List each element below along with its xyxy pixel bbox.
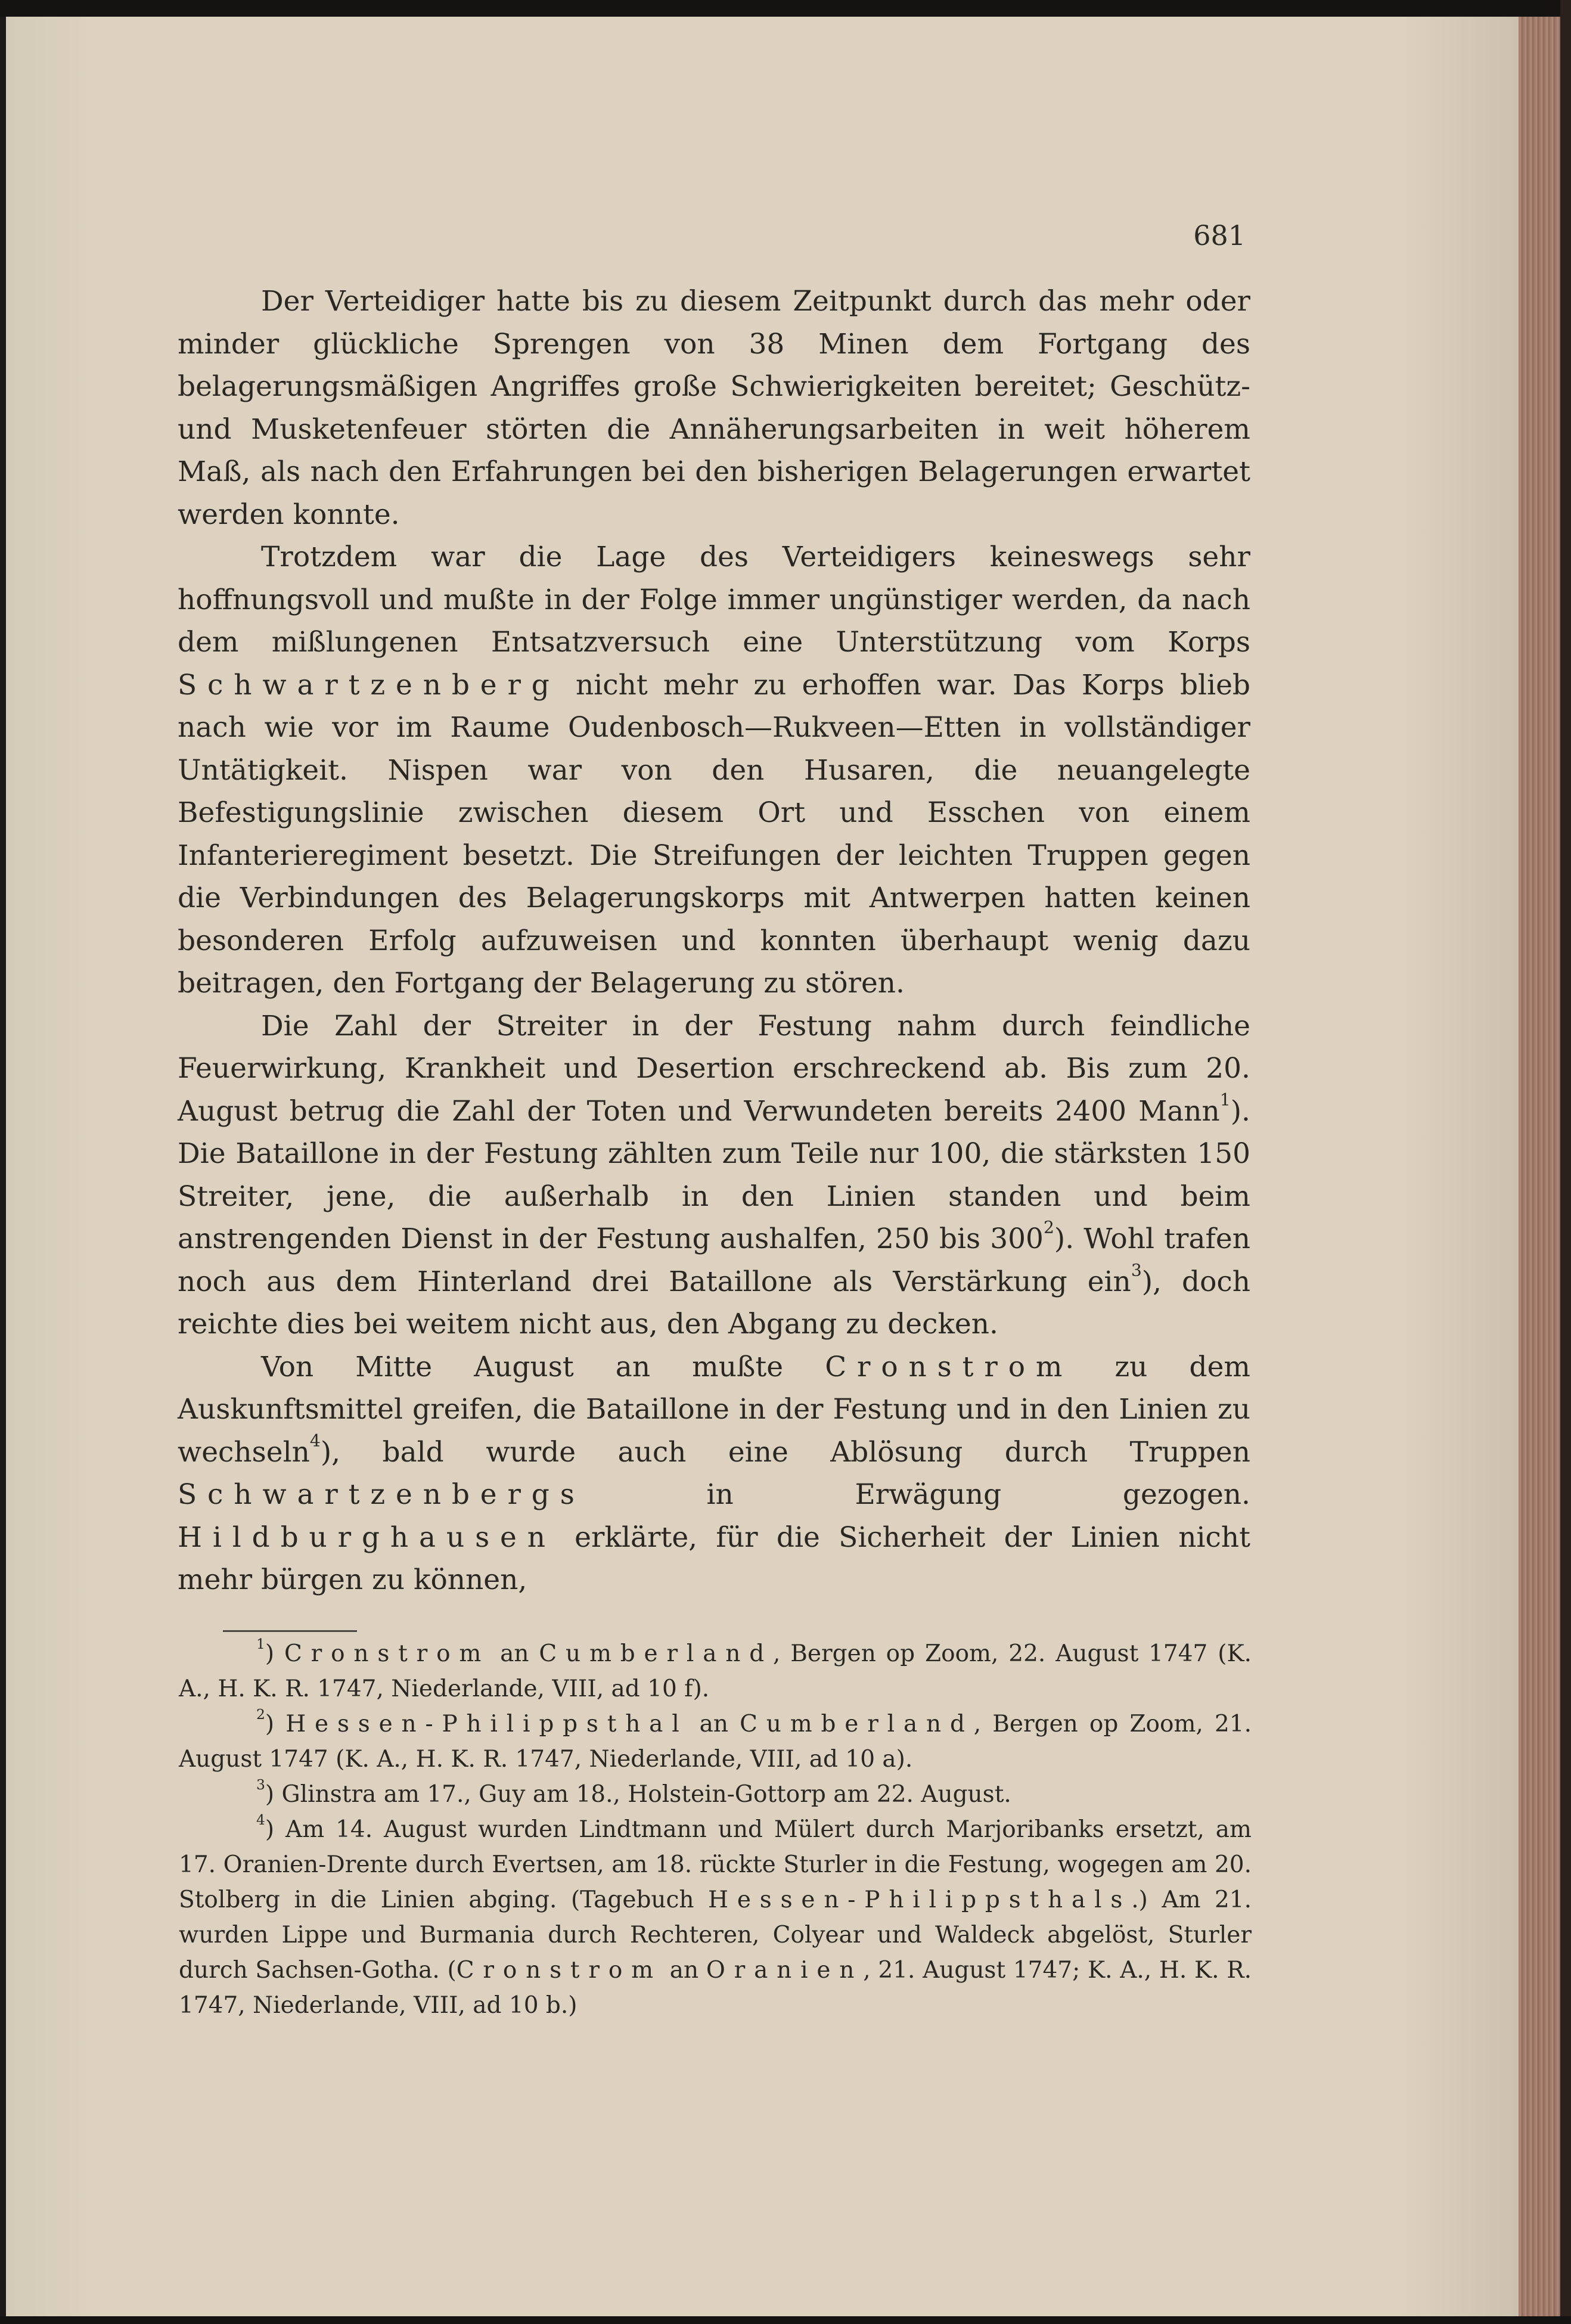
text-run: Von Mitte August an mußte xyxy=(261,1350,825,1383)
text-run: , 21. August 1747; K. A., H. K. R. 1747, Niederlande, VIII, ad 10 b.) xyxy=(179,1957,1252,2019)
text-run: , Bergen op Zoom, 22. August 1747 (K. A., H. K. R. 1747, Niederlande, VIII, ad 10 f). xyxy=(179,1640,1252,1702)
text-run: an xyxy=(688,1711,740,1737)
paragraph xyxy=(178,536,1250,1005)
footnote-ref: 4 xyxy=(309,1431,321,1451)
paragraph xyxy=(178,1346,1250,1602)
spaced-name: Schwartzenbergs xyxy=(178,1478,585,1511)
footnote-mark: 4 xyxy=(256,1811,265,1828)
spaced-name: Schwartzenberg xyxy=(178,668,560,702)
footnote: $^2$) Hessen-Philippsthal an Cumberland, Bergen op Zoom, 21. August 1747 (K. A., H. K. R. 1747, Niederlande, VIII, ad 10 a). xyxy=(179,1705,1252,1773)
text-run: nicht mehr zu erhoffen war. Das Korps blieb nach wie vor im Raume Oudenbosch—Rukveen—Etten in vollständiger Untätigkeit. Nispen war von den Husaren, die neuangelegte Befestigungslinie zwischen diesem Ort und Esschen von einem Infanterieregiment besetzt. Die Streifungen der leichten Truppen gegen die Verbindungen des Belagerungskorps mit Antwerpen hatten keinen besonderen Erfolg aufzuweisen und konnten überhaupt wenig dazu beitragen, den Fortgang der Belagerung zu stören. xyxy=(178,668,1250,1000)
spaced-name: Cronstrom xyxy=(284,1640,490,1667)
footnote-ref: 2 xyxy=(1043,1217,1054,1237)
text-run: .) Am 21. wurden Lippe und Burmania durch Rechteren, Colyear und Waldeck abgelöst, Sturler durch Sachsen-Gotha. ( xyxy=(179,1886,1252,1984)
paragraph-text: Der Verteidiger hatte bis zu diesem Zeitpunkt durch das mehr oder minder glückliche Sprengen von 38 Minen dem Fortgang des belagerungsmäßigen Angriffes große Schwierigkeiten bereitet; Geschütz- und Musketenfeuer störten die Annäherungsarbeiten in weit höherem Maß, als nach den Erfahrungen bei den bisherigen Belagerungen erwartet werden konnte. xyxy=(178,285,1250,531)
paragraph xyxy=(178,1005,1250,1346)
paragraph xyxy=(178,280,1250,536)
body-text xyxy=(178,280,1250,1602)
footnote: $^4$) Am 14. August wurden Lindtmann und Mülert durch Marjoribanks ersetzt, am 17. Oranien-Drente durch Evertsen, am 18. rückte Sturler in die Festung, wogegen am 20. Stolberg in die Linien abging. (Tagebuch Hessen-Philippsthals.) Am 21. wurden Lippe und Burmania durch Rechteren, Colyear und Waldeck abgelöst, Sturler durch Sachsen-Gotha. (Cronstrom an Oranien, 21. August 1747; K. A., H. K. R. 1747, Niederlande, VIII, ad 10 b.) xyxy=(179,1811,1252,2019)
text-run: zu dem Auskunftsmittel greifen, die Bataillone in der Festung und in den Linien zu wechseln xyxy=(178,1350,1250,1469)
footnote-separator xyxy=(223,1630,357,1632)
spaced-name: Cronstrom xyxy=(825,1350,1073,1383)
text-run: in Erwägung gezogen. xyxy=(585,1478,1250,1511)
spaced-name: Hessen-Philippsthals xyxy=(708,1886,1132,1913)
footnote-ref: 3 xyxy=(1131,1260,1142,1280)
text-run: Glinstra am 17., Guy am 18., Holstein-Gottorp am 22. August. xyxy=(274,1781,1011,1808)
footnote-mark: 2 xyxy=(256,1705,265,1723)
footnote: $^3$) Glinstra am 17., Guy am 18., Holstein-Gottorp am 22. August. xyxy=(256,1776,1011,1808)
footnote-mark: 1 xyxy=(256,1635,265,1652)
footnotes xyxy=(179,1636,1252,2023)
text-run: Die Zahl der Streiter in der Festung nahm durch feindliche Feuerwirkung, Krankheit und Desertion erschreckend ab. Bis zum 20. August betrug die Zahl der Toten und Verwundeten bereits 2400 Mann xyxy=(178,1009,1250,1128)
top-scan-border xyxy=(0,0,1571,17)
spaced-name: Oranien xyxy=(706,1957,864,1984)
bottom-scan-border xyxy=(0,2316,1571,2324)
text-run: Trotzdem war die Lage des Verteidigers keineswegs sehr hoffnungsvoll und mußte in der Folge immer ungünstiger werden, da nach dem mißlungenen Entsatzversuch eine Unterstützung vom Korps xyxy=(178,541,1250,659)
text-run: ). Die Bataillone in der Festung zählten zum Teile nur 100, die stärksten 150 Streiter, jene, die außerhalb in den Linien standen und beim anstrengenden Dienst in der Festung aushalfen, 250 bis 300 xyxy=(178,1094,1250,1255)
spaced-name: Cumberland xyxy=(539,1640,773,1667)
text-run: , Bergen op Zoom, 21. August 1747 (K. A., H. K. R. 1747, Niederlande, VIII, ad 10 a). xyxy=(179,1711,1252,1773)
book-cover-edge xyxy=(1560,0,1571,2324)
text-run: ), bald wurde auch eine Ablösung durch Truppen xyxy=(320,1435,1250,1469)
text-run: Am 14. August wurden Lindtmann und Mülert durch Marjoribanks ersetzt, am 17. Oranien-Drente durch Evertsen, am 18. rückte Sturler in die Festung, wogegen am 20. Stolberg in die Linien abging. (Tagebuch xyxy=(179,1816,1252,1913)
text-run: ). Wohl trafen noch aus dem Hinterland drei Bataillone als Verstärkung ein xyxy=(178,1222,1251,1298)
spaced-name: Hessen-Philippsthal xyxy=(285,1711,688,1737)
text-run: ), doch reichte dies bei weitem nicht aus, den Abgang zu decken. xyxy=(178,1265,1250,1341)
page-number: 681 xyxy=(1193,219,1246,252)
spaced-name: Cronstrom xyxy=(456,1957,662,1984)
text-run: an xyxy=(662,1957,706,1984)
text-run: an xyxy=(490,1640,539,1667)
book-page-edges xyxy=(1519,17,1560,2316)
spaced-name: Hildburghausen xyxy=(178,1521,556,1554)
footnote-mark: 3 xyxy=(256,1776,265,1793)
footnote: $^1$) Cronstrom an Cumberland, Bergen op Zoom, 22. August 1747 (K. A., H. K. R. 1747, Niederlande, VIII, ad 10 f). xyxy=(179,1635,1252,1702)
footnote-ref: 1 xyxy=(1219,1090,1231,1110)
spaced-name: Cumberland xyxy=(740,1711,974,1737)
text-run: erklärte, für die Sicherheit der Linien nicht mehr bürgen zu können, xyxy=(178,1521,1250,1596)
